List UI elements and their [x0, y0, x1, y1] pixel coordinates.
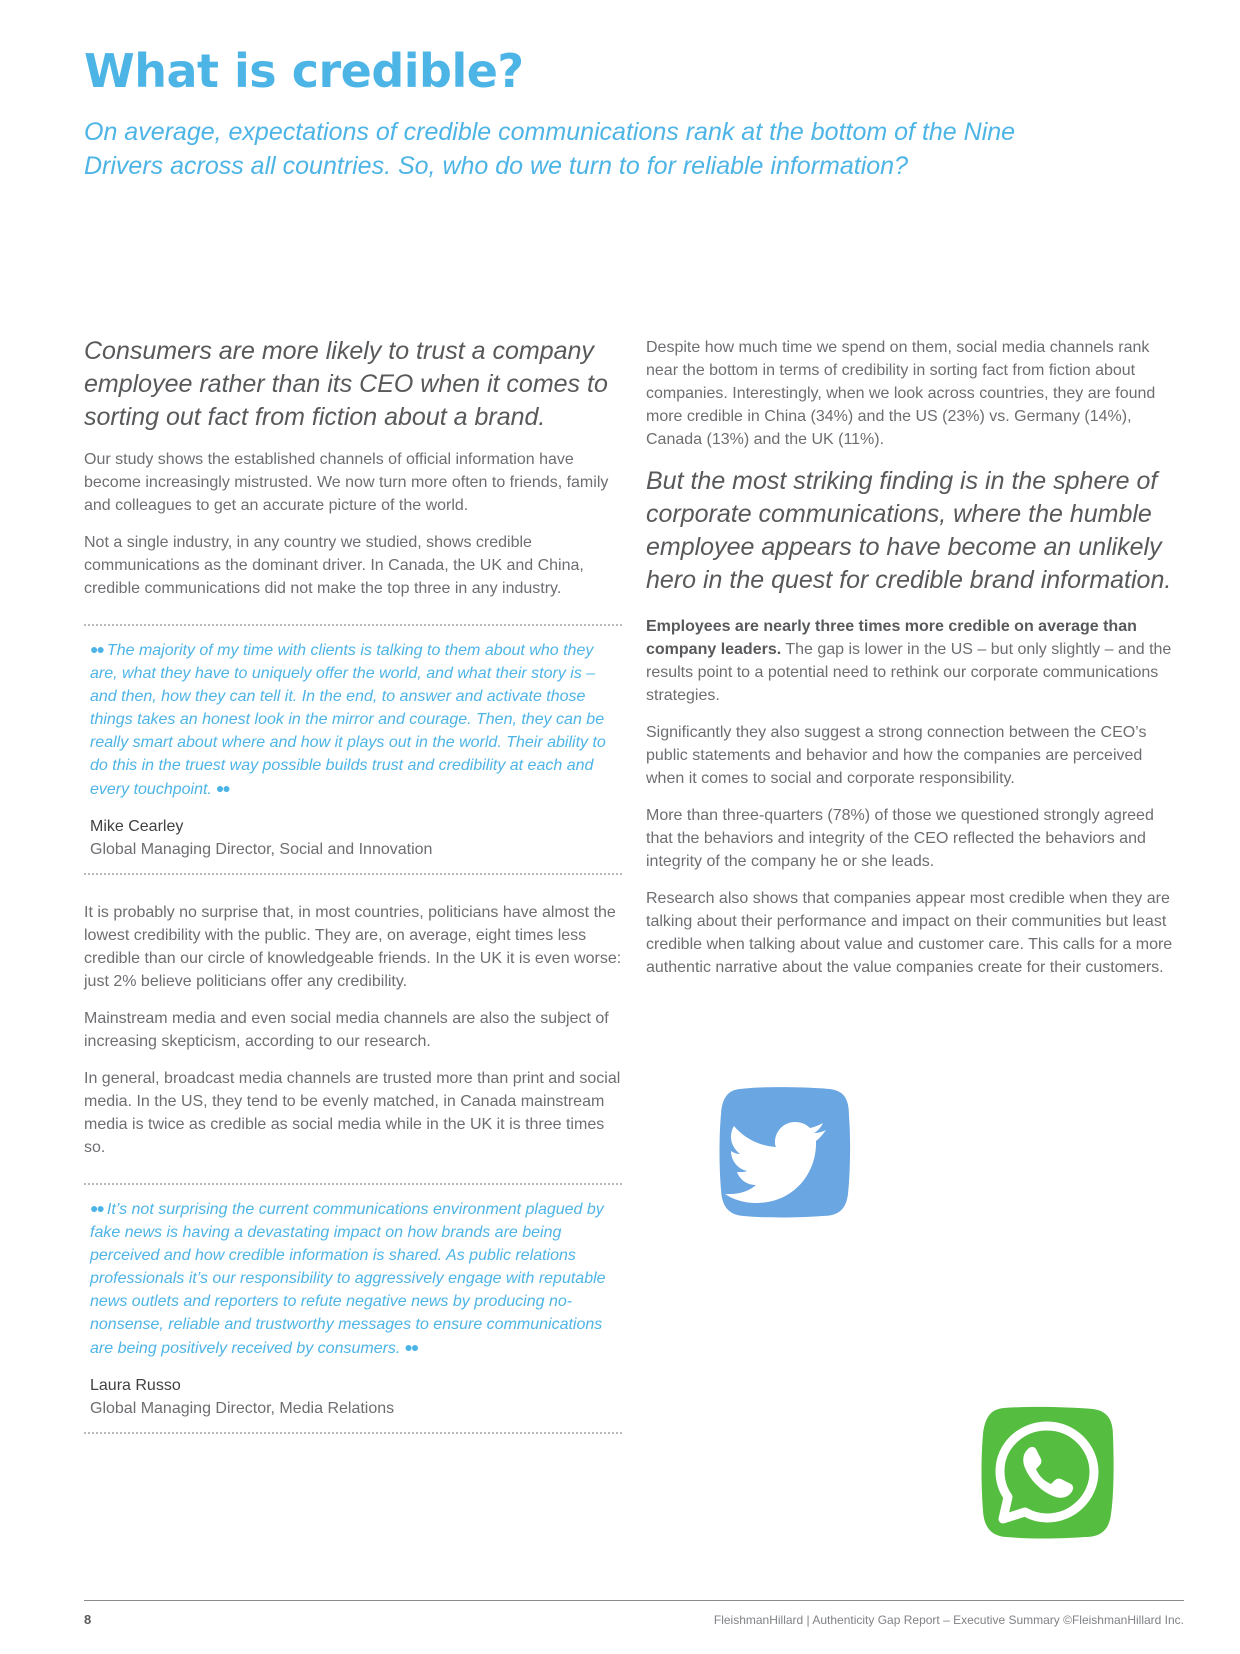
paragraph-4: Mainstream media and even social media channels are also the subject of increasing skepticism, according to our research. [84, 1010, 609, 1050]
quote-author-name: Laura Russo [90, 1377, 181, 1394]
footer-rule [84, 1600, 1184, 1601]
paragraph-employees-rest: The gap is lower in the US – but only slightly – and the results point to a potential need to rethink our corporate communications strategies. [646, 641, 1172, 704]
bold-lead: Employees are nearly three times more credible on average than company leaders. [646, 618, 1137, 658]
paragraph-1: Our study shows the established channels of official information have become increasingly mistrusted. We now turn more often to friends, family and colleagues to get an accurate picture of the world. [84, 451, 609, 514]
twitter-icon [718, 1086, 852, 1219]
quote-text [90, 638, 616, 801]
left-column [84, 335, 622, 1460]
quote-body: The majority of my time with clients is talking to them about who they are, what they have to uniquely offer the world, and what their story is – and then, how they can tell it. In the end, to answer and activate those things takes an honest look in the mirror and courage. Then, they can be really smart about where and how it plays out in the world. Their ability to do this in the truest way possible builds trust and credibility at each and every touchpoint. [90, 642, 606, 798]
open-quote-icon: ●● [90, 1200, 103, 1216]
paragraph-3: It is probably no surprise that, in most countries, politicians have almost the lowest credibility with the public. They are, on average, eight times less credible than our circle of knowledgeable friends. In the UK it is even worse: just 2% believe politicians offer any credibility. [84, 904, 622, 990]
quote-box-2 [84, 1183, 622, 1434]
paragraph-2: Not a single industry, in any country we studied, shows credible communications as the dominant driver. In Canada, the UK and China, credible communications did not make the top three in any industry. [84, 534, 584, 597]
close-quote-icon: ●● [404, 1339, 418, 1355]
paragraph-5: In general, broadcast media channels are trusted more than print and social media. In the US, they tend to be evenly matched, in Canada mainstream media is twice as credible as social media while in the UK it is three times so. [84, 1070, 621, 1156]
quote-author-role: Global Managing Director, Social and Innovation [90, 841, 433, 858]
page-number: 8 [84, 1612, 92, 1627]
open-quote-icon: ●● [90, 641, 103, 657]
quote-text [90, 1197, 616, 1360]
quote-box-1 [84, 624, 622, 875]
paragraph-employees [646, 615, 1184, 707]
paragraph-ceo: Significantly they also suggest a strong connection between the CEO’s public statements and behavior and how the companies are perceived when it comes to social and corporate responsibility. [646, 724, 1147, 787]
paragraph-intro: Despite how much time we spend on them, social media channels rank near the bottom in terms of credibility in sorting fact from fiction about companies. Interestingly, when we look across countries, they are found more credible in China (34%) and the US (23%) vs. Germany (14%), Canada (13%) and the UK (11%). [646, 339, 1156, 448]
close-quote-icon: ●● [215, 780, 229, 796]
page-title: What is credible? [84, 44, 524, 98]
pull-quote-right: But the most striking finding is in the sphere of corporate communications, where the humble employee appears to have become an unlikely hero in the quest for credible brand information. [646, 467, 1172, 594]
pull-quote-left: Consumers are more likely to trust a company employee rather than its CEO when it comes to sorting out fact from fiction about a brand. [84, 337, 608, 431]
footer-text: FleishmanHillard | Authenticity Gap Report – Executive Summary ©FleishmanHillard Inc. [713, 1613, 1184, 1627]
quote-author-name: Mike Cearley [90, 818, 184, 835]
right-column [646, 336, 1184, 993]
paragraph-integrity: More than three-quarters (78%) of those we questioned strongly agreed that the behaviors and integrity of the CEO reflected the behaviors and integrity of the company he or she leads. [646, 807, 1154, 870]
quote-body: It’s not surprising the current communications environment plagued by fake news is having a devastating impact on how brands are being perceived and how credible information is shared. As public relations professionals it’s our responsibility to aggressively engage with reputable news outlets and reporters to refute negative news by producing no-nonsense, reliable and trustworthy messages to ensure communications are being positively received by consumers. [90, 1201, 606, 1357]
quote-author-role: Global Managing Director, Media Relations [90, 1400, 395, 1417]
page-subtitle: On average, expectations of credible communications rank at the bottom of the Nine Drivers across all countries. So, who do we turn to for reliable information? [84, 118, 1016, 180]
paragraph-research: Research also shows that companies appear most credible when they are talking about their performance and impact on their communities but least credible when talking about value and customer care. This calls for a more authentic narrative about the value companies create for their customers. [646, 890, 1173, 976]
whatsapp-icon [980, 1406, 1115, 1540]
